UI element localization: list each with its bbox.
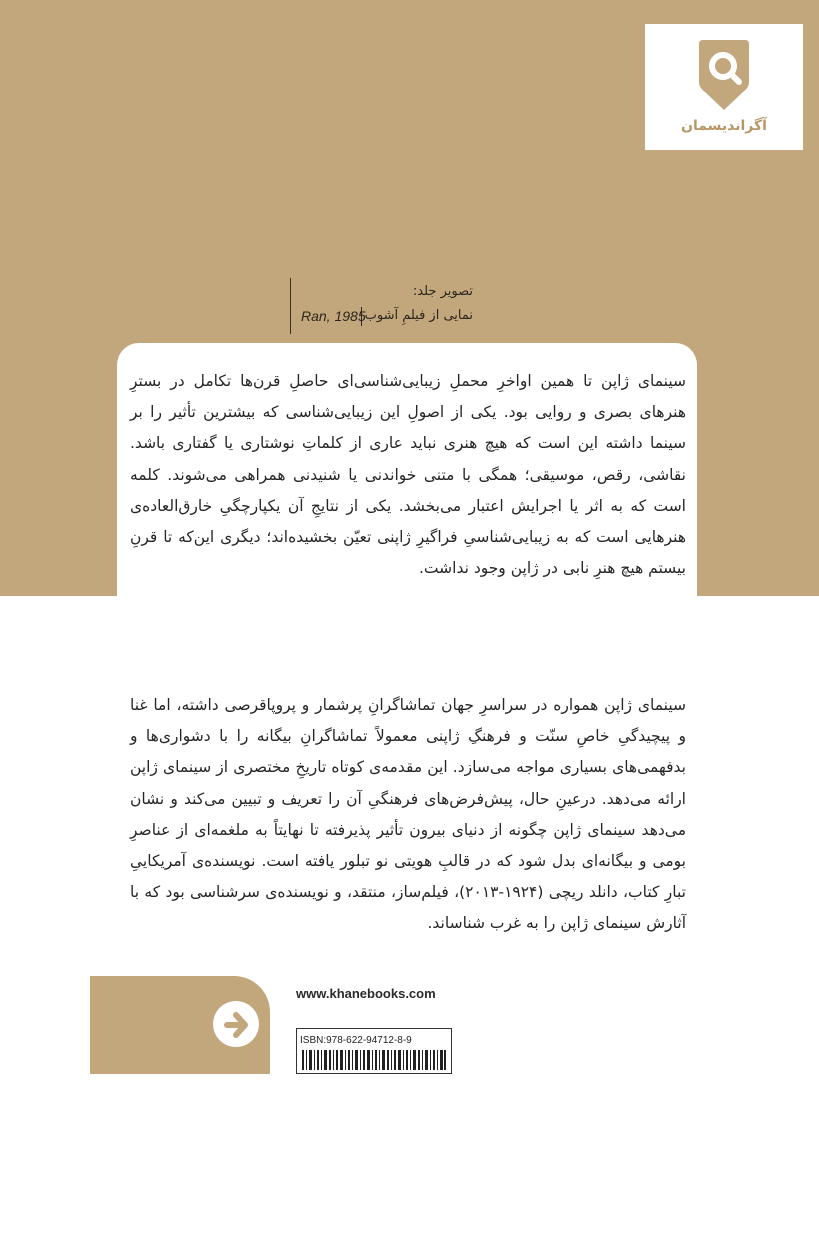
blurb-paragraph-1: سینمای ژاپن تا همین اواخرِ محملِ زیبایی‌شناسی‌ای حاصلِ قرن‌ها تکامل در بسترِ هنرهای بصری و روایی بود. یکی از اصولِ این زیبایی‌شناسی که بیشترین تأثیر را بر سینما داشته این است که هیچ هنری نباید عاری از کلماتِ نوشتاری یا گفتاری باشد. نقاشی، رقص، موسیقی؛ همگی با متنی خواندنی یا شنیدنی همراهی می‌شوند. کلمه است که به اثر یا اجرایش اعتبار می‌بخشد. یکی از نتایجِ آن یکپارچگیِ خارق‌العاده‌ی هنرهایی است که به زیبایی‌شناسیِ فراگیرِ ژاپنی تعیّن بخشیده‌اند؛ دیگری این‌که تا قرنِ بیستم هیچ هنرِ نابی در ژاپن وجود نداشت. <box>130 372 686 578</box>
magnifier-logo-icon <box>697 38 751 112</box>
isbn-text: ISBN:978-622-94712-8-9 <box>300 1035 412 1046</box>
isbn-barcode <box>296 1028 452 1074</box>
cover-caption-film <box>301 304 473 328</box>
cover-film-title-fa: نمایی از فیلمِ آشوب <box>364 308 473 323</box>
cover-film-title-en: Ran, 1985 <box>301 308 366 324</box>
barcode-icon <box>302 1050 446 1070</box>
arrow-circle-icon <box>211 999 261 1049</box>
cover-caption-label: تصویر جلد: <box>412 284 473 299</box>
publisher-name: آگراندیسمان <box>681 118 767 134</box>
publisher-logo-box <box>645 24 803 150</box>
publisher-website: www.khanebooks.com <box>296 986 436 1001</box>
blurb-paragraph-2: سینمای ژاپن همواره در سراسرِ جهان تماشاگرانِ پرشمار و پروپاقرصی داشته، اما غنا و پیچیدگیِ خاصِ سنّت و فرهنگِ ژاپنی معمولاً تماشاگرانِ بیگانه را با دشواری‌ها و بدفهمی‌های بسیاری مواجه می‌سازد. این مقدمه‌ی کوتاه تاریخِ مختصری از سینمای ژاپن ارائه می‌دهد. درعینِ حال، پیش‌فرض‌های فرهنگیِ آن را تعریف و تبیین می‌کند و نشان می‌دهد سینمای ژاپن چگونه از دنیای بیرون تأثیر پذیرفته تا نهایتاً به ملغمه‌ای از عناصرِ بومی و بیگانه‌ای بدل شود که در قالبِ هویتی نو تبلور یافته است. نویسنده‌ی آمریکاییِ تبارِ کتاب، دانلد ریچی (۱۹۲۴-۲۰۱۳)، فیلم‌ساز، منتقد، و نویسنده‌ی سرشناسی بود که با آثارش سینمای ژاپن را به غرب شناساند. <box>130 696 686 933</box>
cover-caption <box>290 278 473 334</box>
